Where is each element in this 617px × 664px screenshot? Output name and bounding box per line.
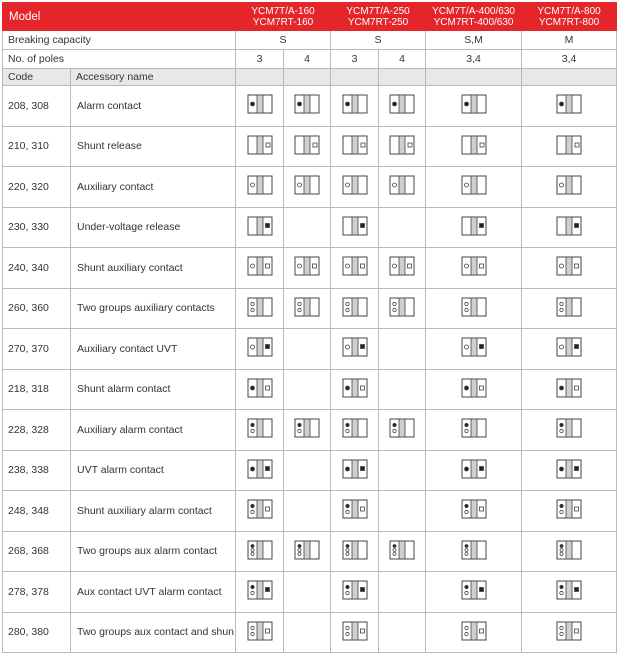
model-header-800: YCM7T/A-800 YCM7RT-800 — [522, 3, 617, 31]
shunt-aux-3-icon — [342, 256, 368, 276]
two-aux-shunt-big-icon — [461, 621, 487, 641]
symbol-cell — [426, 126, 522, 167]
accessory-table — [2, 2, 617, 653]
symbol-cell — [236, 288, 284, 329]
breaking-capacity-value: S — [236, 31, 331, 50]
symbol-cell — [236, 612, 284, 653]
aux-uvt-alarm-icon — [342, 580, 368, 600]
shunt-alarm-big-icon — [461, 378, 487, 398]
symbol-cell — [331, 612, 379, 653]
poles-value: 4 — [379, 50, 426, 69]
uvt-alarm-big-icon — [556, 459, 582, 479]
table-row — [3, 410, 617, 451]
symbol-cell — [426, 450, 522, 491]
symbol-cell — [331, 369, 379, 410]
uvt-alarm-big-icon — [461, 459, 487, 479]
two-aux-icon — [342, 297, 368, 317]
symbol-cell — [522, 207, 617, 248]
symbol-cell — [426, 612, 522, 653]
symbol-cell — [522, 531, 617, 572]
accessory-name: Two groups auxiliary contacts — [71, 288, 236, 329]
accessory-name: Auxiliary contact — [71, 167, 236, 208]
symbol-cell — [236, 248, 284, 289]
accessory-code: 260, 360 — [3, 288, 71, 329]
two-aux-shunt-big-icon — [556, 621, 582, 641]
symbol-cell — [284, 167, 331, 208]
model-header-250: YCM7T/A-250 YCM7RT-250 — [331, 3, 426, 31]
symbol-cell — [379, 531, 426, 572]
breaking-capacity-label: Breaking capacity — [3, 31, 236, 50]
symbol-cell — [284, 86, 331, 127]
symbol-cell — [426, 288, 522, 329]
symbol-cell — [426, 248, 522, 289]
aux-icon — [461, 175, 487, 195]
aux-alarm-icon — [342, 418, 368, 438]
table-row — [3, 491, 617, 532]
shunt-aux-alarm-big-icon — [556, 499, 582, 519]
accessory-code: 238, 338 — [3, 450, 71, 491]
header-row — [3, 3, 617, 31]
accessory-code: 210, 310 — [3, 126, 71, 167]
accessory-name: Auxiliary contact UVT — [71, 329, 236, 370]
two-aux-alarm-big-icon — [556, 540, 582, 560]
symbol-cell — [236, 126, 284, 167]
shunt-aux-big-icon — [461, 256, 487, 276]
breaking-capacity-value: S,M — [426, 31, 522, 50]
aux-icon — [294, 175, 320, 195]
two-aux-alarm-icon — [342, 540, 368, 560]
symbol-cell — [236, 491, 284, 532]
aux-alarm-icon — [294, 418, 320, 438]
accessory-code: 248, 348 — [3, 491, 71, 532]
accessory-name: Two groups aux alarm contact — [71, 531, 236, 572]
symbol-cell — [379, 167, 426, 208]
table-row — [3, 86, 617, 127]
shunt-aux-3-icon — [247, 256, 273, 276]
alarm-icon — [389, 94, 415, 114]
shunt-3-icon — [342, 135, 368, 155]
accessory-code: 208, 308 — [3, 86, 71, 127]
symbol-cell — [284, 572, 331, 613]
poles-value: 3 — [236, 50, 284, 69]
name-column-header: Accessory name — [71, 69, 236, 86]
model-label: Model — [3, 3, 236, 31]
symbol-cell — [426, 86, 522, 127]
aux-uvt-big-icon — [461, 337, 487, 357]
column-header-row — [3, 69, 617, 86]
symbol-cell — [284, 369, 331, 410]
aux-alarm-icon — [247, 418, 273, 438]
symbol-cell — [379, 288, 426, 329]
aux-uvt-alarm-big-icon — [556, 580, 582, 600]
table-row — [3, 572, 617, 613]
symbol-cell — [426, 410, 522, 451]
uvt-big-icon — [556, 216, 582, 236]
aux-icon — [342, 175, 368, 195]
table-row — [3, 126, 617, 167]
symbol-cell — [236, 329, 284, 370]
symbol-cell — [284, 450, 331, 491]
two-aux-alarm-big-icon — [461, 540, 487, 560]
alarm-icon — [294, 94, 320, 114]
symbol-cell — [284, 491, 331, 532]
symbol-cell — [331, 248, 379, 289]
shunt-3-icon — [247, 135, 273, 155]
aux-uvt-alarm-icon — [247, 580, 273, 600]
aux-alarm-icon — [389, 418, 415, 438]
table-row — [3, 531, 617, 572]
shunt-big-icon — [556, 135, 582, 155]
symbol-cell — [331, 531, 379, 572]
table-row — [3, 329, 617, 370]
breaking-capacity-row — [3, 31, 617, 50]
aux-icon — [389, 175, 415, 195]
symbol-cell — [284, 248, 331, 289]
symbol-cell — [331, 572, 379, 613]
symbol-cell — [331, 329, 379, 370]
two-aux-alarm-icon — [389, 540, 415, 560]
symbol-cell — [522, 491, 617, 532]
shunt-4-icon — [389, 135, 415, 155]
table-row — [3, 450, 617, 491]
symbol-cell — [379, 612, 426, 653]
symbol-cell — [379, 207, 426, 248]
alarm-icon — [461, 94, 487, 114]
shunt-aux-4-icon — [294, 256, 320, 276]
symbol-cell — [284, 126, 331, 167]
symbol-cell — [236, 572, 284, 613]
accessory-name: Shunt alarm contact — [71, 369, 236, 410]
symbol-cell — [331, 167, 379, 208]
uvt-icon — [247, 216, 273, 236]
shunt-alarm-icon — [247, 378, 273, 398]
code-column-header: Code — [3, 69, 71, 86]
shunt-alarm-big-icon — [556, 378, 582, 398]
poles-value: 3,4 — [522, 50, 617, 69]
accessory-name: Shunt auxiliary contact — [71, 248, 236, 289]
symbol-cell — [379, 572, 426, 613]
uvt-big-icon — [461, 216, 487, 236]
symbol-cell — [379, 126, 426, 167]
symbol-cell — [522, 572, 617, 613]
symbol-cell — [236, 410, 284, 451]
aux-uvt-icon — [247, 337, 273, 357]
aux-icon — [247, 175, 273, 195]
symbol-cell — [236, 167, 284, 208]
shunt-big-icon — [461, 135, 487, 155]
symbol-cell — [284, 612, 331, 653]
symbol-cell — [236, 531, 284, 572]
model-header-160: YCM7T/A-160 YCM7RT-160 — [236, 3, 331, 31]
symbol-cell — [331, 288, 379, 329]
symbol-cell — [236, 369, 284, 410]
accessory-code: 240, 340 — [3, 248, 71, 289]
two-aux-alarm-icon — [247, 540, 273, 560]
two-aux-icon — [461, 297, 487, 317]
two-aux-shunt-icon — [247, 621, 273, 641]
table-row — [3, 288, 617, 329]
symbol-cell — [284, 531, 331, 572]
symbol-cell — [379, 491, 426, 532]
symbol-cell — [522, 288, 617, 329]
accessory-name: Shunt release — [71, 126, 236, 167]
accessory-code: 268, 368 — [3, 531, 71, 572]
symbol-cell — [522, 126, 617, 167]
breaking-capacity-value: S — [331, 31, 426, 50]
symbol-cell — [426, 369, 522, 410]
accessory-code: 278, 378 — [3, 572, 71, 613]
poles-row — [3, 50, 617, 69]
symbol-cell — [379, 369, 426, 410]
symbol-cell — [284, 288, 331, 329]
two-aux-shunt-icon — [342, 621, 368, 641]
accessory-name: Auxiliary alarm contact — [71, 410, 236, 451]
symbol-cell — [379, 86, 426, 127]
accessory-name: UVT alarm contact — [71, 450, 236, 491]
shunt-aux-alarm-big-icon — [461, 499, 487, 519]
symbol-cell — [522, 612, 617, 653]
symbol-cell — [379, 410, 426, 451]
shunt-aux-big-icon — [556, 256, 582, 276]
shunt-aux-4-icon — [389, 256, 415, 276]
uvt-alarm-icon — [247, 459, 273, 479]
poles-label: No. of poles — [3, 50, 236, 69]
two-aux-icon — [294, 297, 320, 317]
symbol-cell — [284, 207, 331, 248]
symbol-cell — [331, 491, 379, 532]
two-aux-alarm-icon — [294, 540, 320, 560]
poles-value: 3,4 — [426, 50, 522, 69]
aux-alarm-big-icon — [461, 418, 487, 438]
symbol-cell — [426, 167, 522, 208]
symbol-cell — [522, 410, 617, 451]
symbol-cell — [331, 207, 379, 248]
accessory-code: 280, 380 — [3, 612, 71, 653]
table-row — [3, 207, 617, 248]
symbol-cell — [379, 329, 426, 370]
alarm-icon — [342, 94, 368, 114]
accessory-name: Aux contact UVT alarm contact — [71, 572, 236, 613]
symbol-cell — [426, 572, 522, 613]
symbol-cell — [379, 450, 426, 491]
shunt-alarm-icon — [342, 378, 368, 398]
symbol-cell — [331, 450, 379, 491]
symbol-cell — [426, 207, 522, 248]
symbol-cell — [522, 369, 617, 410]
accessory-name: Shunt auxiliary alarm contact — [71, 491, 236, 532]
accessory-code: 230, 330 — [3, 207, 71, 248]
two-aux-icon — [556, 297, 582, 317]
model-header-400-630: YCM7T/A-400/630 YCM7RT-400/630 — [426, 3, 522, 31]
shunt-aux-alarm-icon — [342, 499, 368, 519]
symbol-cell — [236, 86, 284, 127]
two-aux-icon — [247, 297, 273, 317]
alarm-icon — [556, 94, 582, 114]
uvt-alarm-icon — [342, 459, 368, 479]
uvt-icon — [342, 216, 368, 236]
symbol-cell — [522, 167, 617, 208]
table-row — [3, 167, 617, 208]
accessory-name: Under-voltage release — [71, 207, 236, 248]
symbol-cell — [236, 207, 284, 248]
alarm-icon — [247, 94, 273, 114]
symbol-cell — [331, 126, 379, 167]
symbol-cell — [522, 248, 617, 289]
aux-uvt-icon — [342, 337, 368, 357]
symbol-cell — [522, 86, 617, 127]
aux-uvt-big-icon — [556, 337, 582, 357]
symbol-cell — [426, 491, 522, 532]
shunt-aux-alarm-icon — [247, 499, 273, 519]
poles-value: 4 — [284, 50, 331, 69]
poles-value: 3 — [331, 50, 379, 69]
aux-icon — [556, 175, 582, 195]
aux-alarm-big-icon — [556, 418, 582, 438]
symbol-cell — [522, 450, 617, 491]
symbol-cell — [522, 329, 617, 370]
accessory-name: Two groups aux contact and shun — [71, 612, 236, 653]
symbol-cell — [284, 410, 331, 451]
symbol-cell — [379, 248, 426, 289]
table-row — [3, 369, 617, 410]
shunt-4-icon — [294, 135, 320, 155]
symbol-cell — [426, 329, 522, 370]
symbol-cell — [331, 410, 379, 451]
table-row — [3, 248, 617, 289]
symbol-cell — [236, 450, 284, 491]
symbol-cell — [284, 329, 331, 370]
accessory-name: Alarm contact — [71, 86, 236, 127]
accessory-code: 228, 328 — [3, 410, 71, 451]
symbol-cell — [426, 531, 522, 572]
accessory-code: 218, 318 — [3, 369, 71, 410]
breaking-capacity-value: M — [522, 31, 617, 50]
two-aux-icon — [389, 297, 415, 317]
symbol-cell — [331, 86, 379, 127]
accessory-code: 270, 370 — [3, 329, 71, 370]
aux-uvt-alarm-big-icon — [461, 580, 487, 600]
table-row — [3, 612, 617, 653]
accessory-code: 220, 320 — [3, 167, 71, 208]
